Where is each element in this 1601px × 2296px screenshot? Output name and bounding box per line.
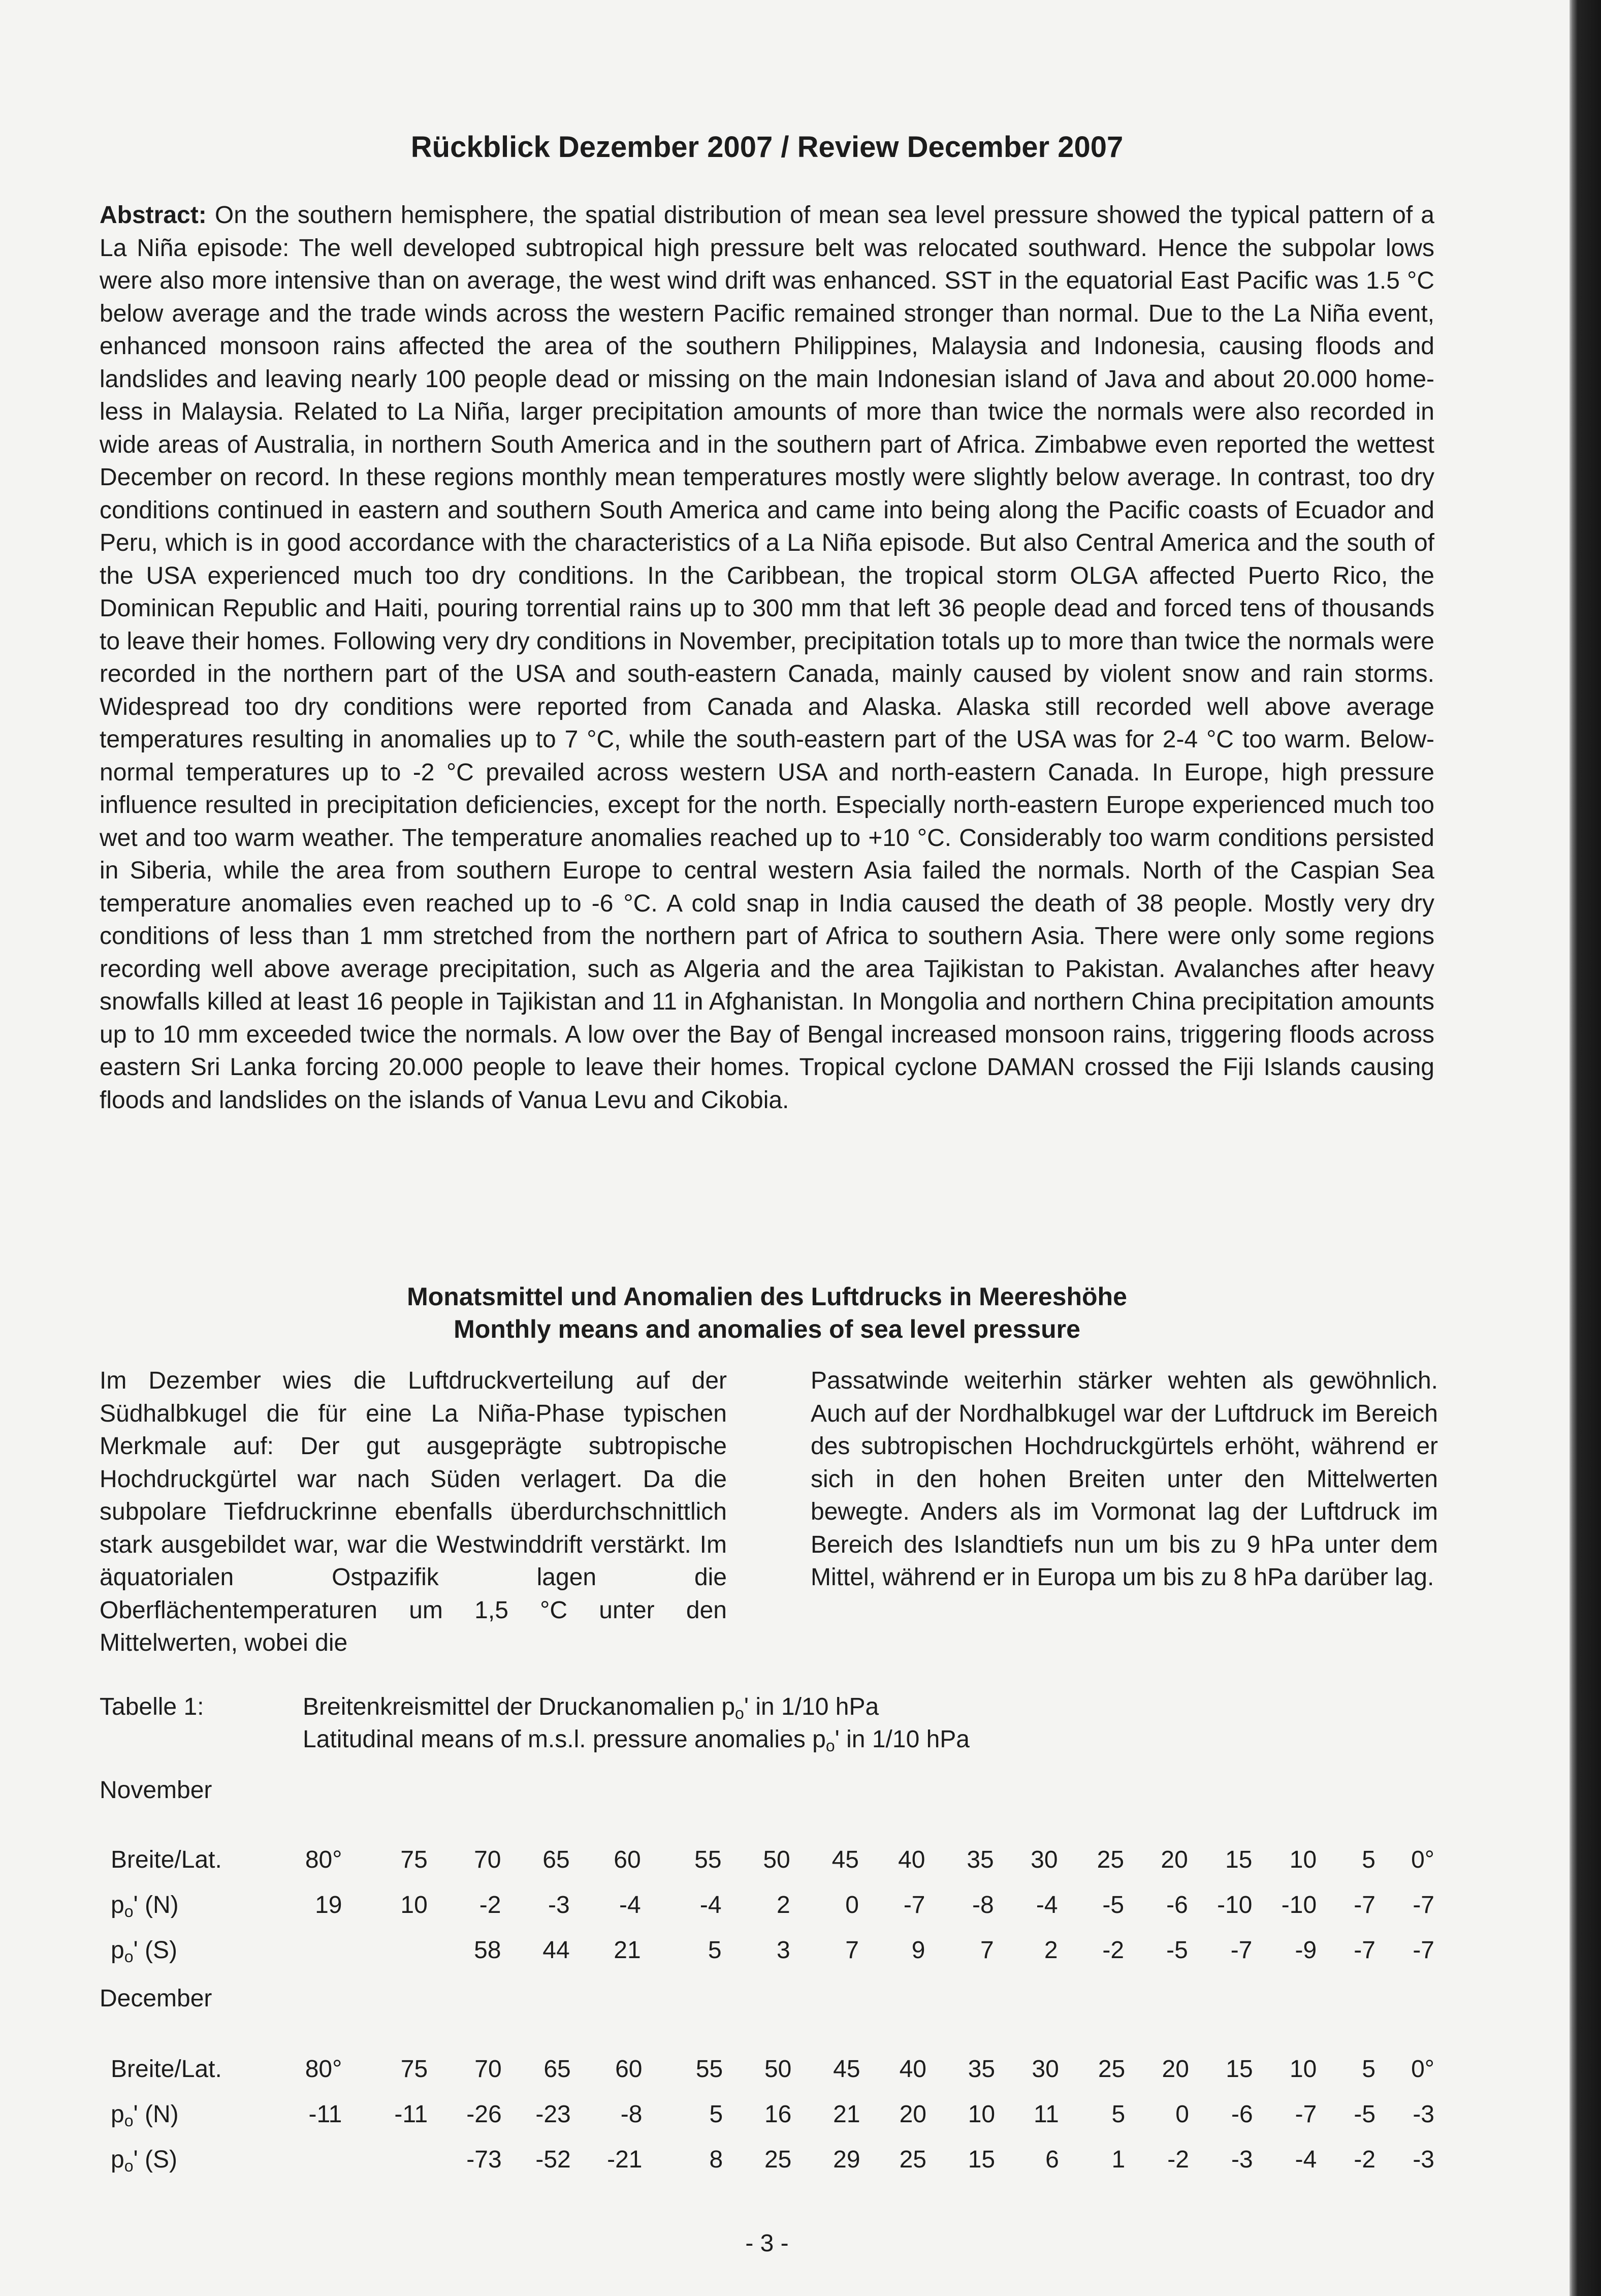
- table-cell: 40: [898, 1846, 925, 1873]
- table-cell: 30: [1032, 2056, 1059, 2083]
- table-cell: -2: [1167, 2146, 1189, 2173]
- row-label-lat: Breite/Lat.: [111, 1846, 222, 1873]
- table-label: Tabelle 1:: [100, 1693, 204, 1720]
- table-cell: -2: [1354, 2146, 1376, 2173]
- table-cell: -5: [1166, 1937, 1188, 1964]
- table-cell: -52: [535, 2146, 571, 2173]
- abstract: [100, 199, 1434, 1117]
- table-cell: 7: [980, 1937, 994, 1964]
- table-row-n: [100, 1882, 1434, 1928]
- table-cell: -2: [479, 1892, 501, 1918]
- table-caption-de: Breitenkreismittel der Druckanomalien $p_o'$ in 1/10 hPa: [303, 1693, 879, 1722]
- table-cell: -21: [607, 2146, 643, 2173]
- table-cell: 20: [1162, 2056, 1189, 2083]
- abstract-label: Abstract:: [100, 202, 207, 229]
- table-cell: -7: [1230, 1937, 1253, 1964]
- table-cell: -5: [1354, 2101, 1376, 2128]
- table-december: [100, 2047, 1434, 2182]
- table-cell: 29: [833, 2146, 860, 2173]
- table-cell: 15: [1225, 1846, 1253, 1873]
- table-cell: 3: [777, 1937, 790, 1964]
- table-cell: 2: [777, 1892, 790, 1918]
- period-label-november: November: [100, 1777, 212, 1804]
- page-number: - 3 -: [745, 2230, 789, 2257]
- table-cell: 5: [1362, 2056, 1376, 2083]
- table-cell: 16: [764, 2101, 792, 2128]
- section-title-de: Monatsmittel und Anomalien des Luftdrucks in Meereshöhe: [407, 1282, 1127, 1311]
- table-cell: 35: [968, 2056, 996, 2083]
- row-label-n: $p_o'$ (N): [111, 1892, 179, 1921]
- table-row-lat: [100, 2047, 1434, 2092]
- table-cell: -4: [619, 1892, 641, 1918]
- table-cell: -10: [1217, 1892, 1253, 1918]
- table-row-lat: [100, 1837, 1434, 1882]
- table-cell: 10: [968, 2101, 996, 2128]
- table-cell: 75: [400, 2056, 428, 2083]
- table-cell: -7: [1413, 1937, 1434, 1964]
- table-cell: 19: [315, 1892, 342, 1918]
- table-cell: -7: [903, 1892, 925, 1918]
- table-cell: 5: [709, 2101, 723, 2128]
- table-cell: -4: [1036, 1892, 1058, 1918]
- table-cell: 65: [542, 1846, 570, 1873]
- section-title-en: Monthly means and anomalies of sea level pressure: [454, 1315, 1080, 1343]
- table-row-s: [100, 1928, 1434, 1973]
- table-cell: -7: [1413, 1892, 1434, 1918]
- row-label-s: $p_o'$ (S): [111, 2146, 177, 2175]
- page-title: Rückblick Dezember 2007 / Review December 2007: [410, 131, 1124, 164]
- table-cell: 60: [615, 2056, 643, 2083]
- table-cell: -73: [466, 2146, 502, 2173]
- table-cell: 6: [1045, 2146, 1059, 2173]
- table-cell: -7: [1295, 2101, 1317, 2128]
- table-cell: 7: [845, 1937, 859, 1964]
- table-cell: -7: [1354, 1892, 1375, 1918]
- table-november: [100, 1837, 1434, 1973]
- table-cell: [342, 2137, 428, 2182]
- table-cell: 44: [542, 1937, 570, 1964]
- table-cell: 25: [764, 2146, 792, 2173]
- abstract-text: On the southern hemisphere, the spatial distribution of mean sea level pressure showed the typical pattern of a La Niña episode: The well developed subtropical high pressure belt was relocated southward. Hence the subpolar lows were also more intensive than on average, the west wind drift was enhanced. SST in the equatorial East Pacific was 1.5 °C below average and the trade winds across the western Pacific remained stronger than normal. Due to the La Niña event, enhanced monsoon rains affected the area of the southern Philippines, Malaysia and Indonesia, causing floods and landslides and leaving nearly 100 people dead or missing on the main Indonesian island of Java and about 20.000 homeless in Malaysia. Related to La Niña, larger precipitation amounts of more than twice the normals were also recorded in wide areas of Australia, in northern South America and in the southern part of Africa. Zimbabwe even reported the wettest December on record. In these regions monthly mean temperatures mostly were slightly below average. In contrast, too dry conditions continued in eastern and southern South America and came into being along the Pacific coasts of Ecuador and Peru, which is in good accordance with the characteristics of a La Niña episode. But also Central America and the south of the USA experienced much too dry conditions. In the Caribbean, the tropical storm OLGA affected Puerto Rico, the Dominican Republic and Haiti, pouring torrential rains up to 300 mm that left 36 people dead and forced tens of thousands to leave their homes. Following very dry conditions in November, precipitation totals up to more than twice the normals were recorded in the northern part of the USA and south-eastern Canada, mainly caused by violent snow and rain storms. Widespread too dry conditions were reported from Canada and Alaska. Alaska still recorded well above average temperatures resulting in anomalies up to 7 °C, while the south-eastern part of the USA was for 2-4 °C too warm. Below-normal temperatures up to -2 °C prevailed across western USA and north-eastern Canada. In Europe, high pressure influence resulted in precipitation deficiencies, except for the north. Especially north-eastern Europe experienced much too wet and too warm weather. The temperature anomalies reached up to +10 °C. Considerably too warm conditions persisted in Siberia, while the area from southern Europe to central western Asia failed the normals. North of the Caspian Sea temperature anomalies even reached up to -6 °C. A cold snap in India caused the death of 38 people. Mostly very dry conditions of less than 1 mm stretched from the northern part of Africa to southern Asia. There were only some regions recording well above average precipitation, such as Algeria and the area Tajikistan to Pakistan. Avalanches after heavy snowfalls killed at least 16 people in Tajikistan and 11 in Afghanistan. In Mongolia and northern China precipitation amounts up to 10 mm exceeded twice the normals. A low over the Bay of Bengal increased monsoon rains, triggering floods across eastern Sri Lanka forcing 20.000 people to leave their homes. Tropical cyclone DAMAN crossed the Fiji Islands causing floods and landslides on the islands of Vanua Levu and Cikobia.: [100, 202, 1435, 1114]
- table-cell: 70: [474, 1846, 501, 1873]
- table-cell: -9: [1295, 1937, 1317, 1964]
- table-cell: -7: [1354, 1937, 1375, 1964]
- table-cell: -10: [1281, 1892, 1317, 1918]
- table-cell: -4: [699, 1892, 722, 1918]
- table-cell: 58: [474, 1937, 501, 1964]
- table-cell: 50: [763, 1846, 790, 1873]
- table-cell: 65: [543, 2056, 571, 2083]
- table-cell: 15: [968, 2146, 996, 2173]
- scan-page-edge: [1570, 0, 1601, 2296]
- table-cell: 5: [1362, 1846, 1375, 1873]
- table-cell: 60: [614, 1846, 641, 1873]
- table-cell: 2: [1044, 1937, 1058, 1964]
- table-cell: -11: [308, 2101, 342, 2128]
- table-cell: 21: [614, 1937, 641, 1964]
- table-cell: 55: [695, 2056, 723, 2083]
- table-cell: 20: [1161, 1846, 1188, 1873]
- table-cell: -4: [1295, 2146, 1317, 2173]
- table-cell: [266, 1928, 342, 1973]
- table-cell: -3: [1413, 2146, 1434, 2173]
- table-cell: -3: [1231, 2146, 1253, 2173]
- row-label-lat: Breite/Lat.: [111, 2056, 222, 2083]
- table-cell: -8: [972, 1892, 994, 1918]
- table-cell: 45: [831, 1846, 859, 1873]
- table-cell: 5: [708, 1937, 722, 1964]
- table-cell: 25: [1097, 1846, 1125, 1873]
- table-cell: 10: [1289, 2056, 1317, 2083]
- table-cell: -6: [1166, 1892, 1188, 1918]
- table-cell: 15: [1226, 2056, 1253, 2083]
- period-label-december: December: [100, 1985, 212, 2012]
- table-cell: 10: [1289, 1846, 1317, 1873]
- table-cell: 55: [694, 1846, 722, 1873]
- table-cell: 30: [1031, 1846, 1058, 1873]
- table-caption-en: Latitudinal means of m.s.l. pressure anomalies $p_o'$ in 1/10 hPa: [303, 1726, 970, 1755]
- table-cell: 0: [1175, 2101, 1189, 2128]
- table-cell: -23: [535, 2101, 571, 2128]
- row-label-s: $p_o'$ (S): [111, 1937, 177, 1966]
- table-cell: -3: [548, 1892, 570, 1918]
- table-cell: -5: [1102, 1892, 1125, 1918]
- section-heading: [100, 1280, 1434, 1345]
- table-cell: 25: [1098, 2056, 1126, 2083]
- table-cell: 50: [764, 2056, 792, 2083]
- table-cell: [342, 1928, 427, 1973]
- table-cell: -3: [1413, 2101, 1434, 2128]
- table-cell: -2: [1102, 1937, 1125, 1964]
- table-cell: 80°: [305, 1846, 342, 1873]
- body-column-right: Passatwinde weiterhin stärker wehten als gewöhnlich. Auch auf der Nordhalbkugel war der Luftdruck im Bereich des subtropischen Hochdruckgürtels erhöht, während er sich in den hohen Breiten unter den Mittelwerten bewegte. Anders als im Vormonat lag der Luftdruck im Bereich des Islandtiefs nun um bis zu 9 hPa unter dem Mittel, während er in Europa um bis zu 8 hPa darüber lag.: [811, 1367, 1438, 1591]
- table-cell: -6: [1231, 2101, 1253, 2128]
- table-cell: 11: [1033, 2101, 1059, 2128]
- table-cell: 8: [709, 2146, 723, 2173]
- table-cell: 80°: [305, 2056, 342, 2083]
- table-cell: 5: [1111, 2101, 1126, 2128]
- table-cell: 25: [899, 2146, 926, 2173]
- table-cell: 0: [845, 1892, 859, 1918]
- table-cell: 0°: [1411, 1846, 1434, 1873]
- table-cell: 1: [1111, 2146, 1126, 2173]
- table-cell: 45: [833, 2056, 860, 2083]
- table-cell: 35: [967, 1846, 994, 1873]
- table-row-n: [100, 2092, 1434, 2137]
- table-cell: -11: [394, 2101, 428, 2128]
- table-cell: 10: [400, 1892, 428, 1918]
- table-cell: -26: [466, 2101, 502, 2128]
- row-label-n: $p_o'$ (N): [111, 2101, 179, 2130]
- table-cell: -8: [620, 2101, 643, 2128]
- table-cell: 75: [400, 1846, 428, 1873]
- table-row-s: [100, 2137, 1434, 2182]
- body-column-left: Im Dezember wies die Luftdruckverteilung auf der Südhalbkugel die für eine La Niña-Phase typischen Merkmale auf: Der gut ausgeprägte subtropische Hochdruckgürtel war nach Süden verlagert. Da die subpolare Tiefdruckrinne ebenfalls überdurchschnittlich stark ausgebildet war, war die Westwinddrift verstärkt. Im äquatorialen Ostpazifik lagen die Oberflächentemperaturen um 1,5 °C unter den Mittelwerten, wobei die: [100, 1367, 727, 1656]
- table-cell: 9: [911, 1937, 925, 1964]
- table-cell: 0°: [1411, 2056, 1434, 2083]
- table-cell: 70: [474, 2056, 502, 2083]
- table-cell: [266, 2137, 342, 2182]
- table-cell: 21: [833, 2101, 860, 2128]
- table-cell: 20: [899, 2101, 926, 2128]
- table-cell: 40: [899, 2056, 926, 2083]
